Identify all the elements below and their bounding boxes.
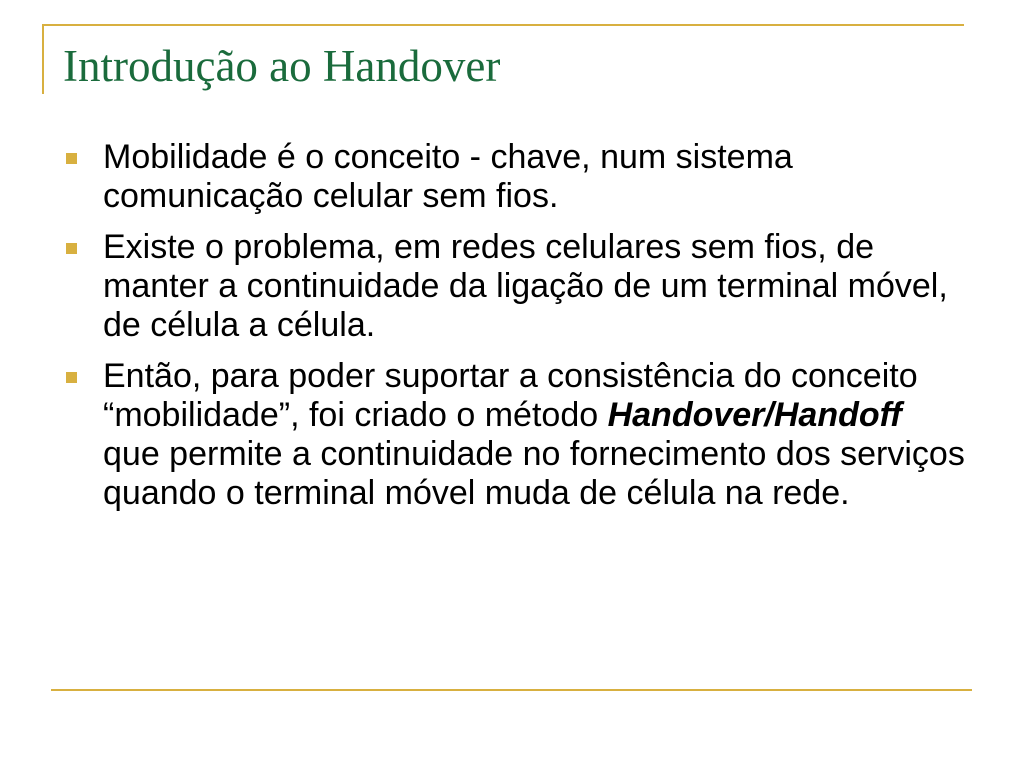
bullet-item	[66, 228, 966, 345]
bullet-item	[66, 357, 966, 513]
square-bullet-icon	[66, 243, 77, 254]
square-bullet-icon	[66, 372, 77, 383]
bullet-text: Existe o problema, em redes celulares sem fios, de manter a continuidade da ligação de um terminal móvel, de célula a célula.	[103, 228, 948, 344]
bullet-text: Mobilidade é o conceito - chave, num sistema comunicação celular sem fios.	[103, 138, 793, 215]
slide-title: Introdução ao Handover	[63, 41, 501, 91]
top-horizontal-rule	[42, 24, 964, 26]
bottom-horizontal-rule	[51, 689, 972, 691]
top-vertical-rule	[42, 24, 44, 94]
bullet-text-before: Então, para poder suportar a consistência do conceito “mobilidade”, foi criado o método	[103, 357, 918, 434]
bullet-item	[66, 138, 966, 216]
bullet-text	[103, 357, 966, 513]
bullet-emphasis: Handover/Handoff	[607, 396, 902, 434]
bullet-text-after: que permite a continuidade no fornecimento dos serviços quando o terminal móvel muda de célula na rede.	[103, 435, 965, 512]
square-bullet-icon	[66, 153, 77, 164]
bullet-list	[66, 138, 966, 525]
